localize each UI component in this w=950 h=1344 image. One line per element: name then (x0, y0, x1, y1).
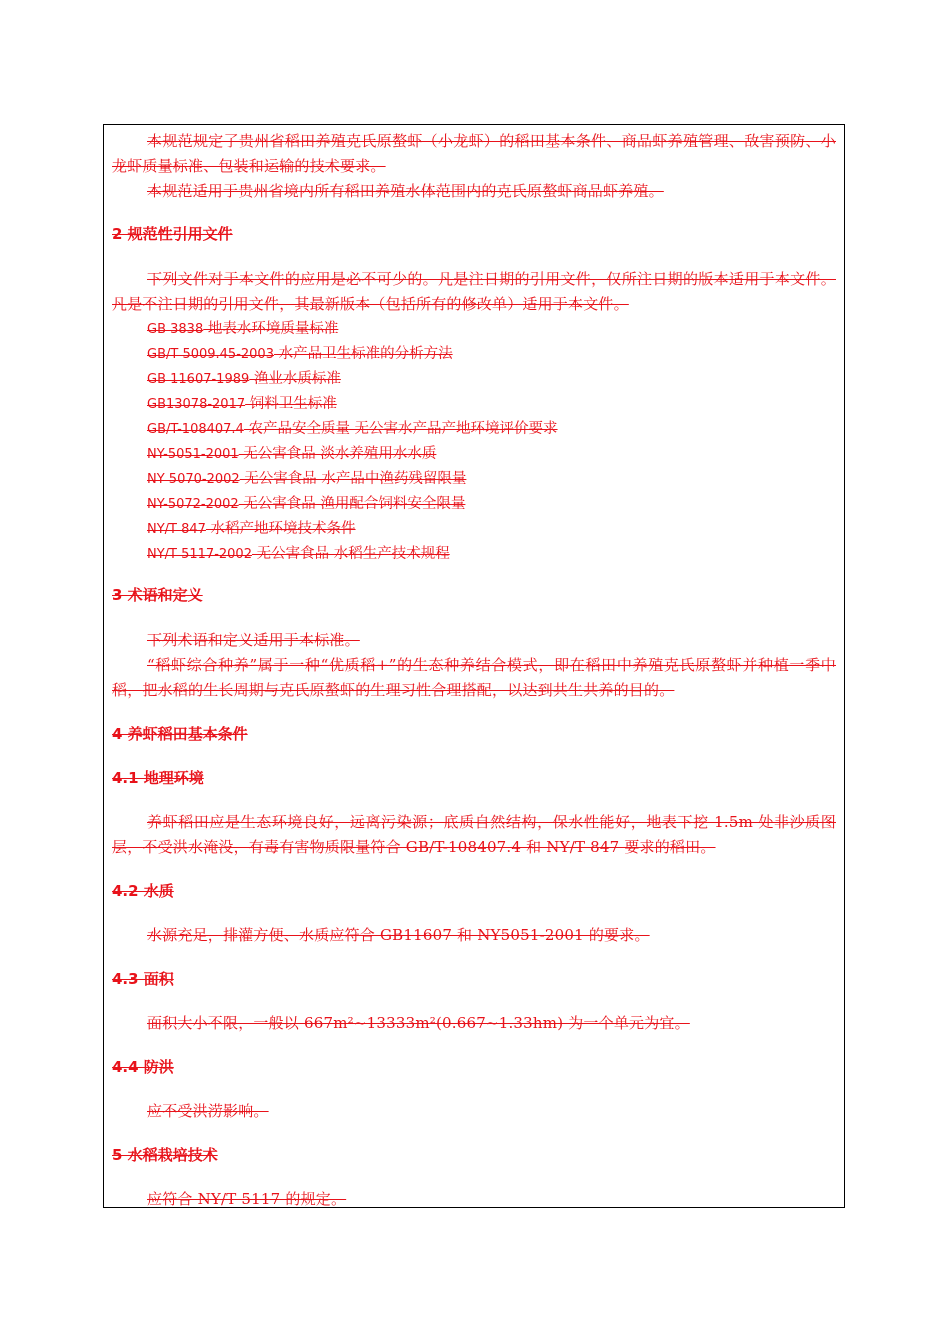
reference-item: NY-5051-2001 无公害食品 淡水养殖用水水质 (147, 446, 437, 462)
reference-item: NY 5070-2002 无公害食品 水产品中渔药残留限量 (147, 471, 467, 487)
section-4-4-heading: 4.4 防洪 (112, 1058, 174, 1076)
intro-applicability-paragraph: 本规范适用于贵州省境内所有稻田养殖水体范围内的克氏原螯虾商品虾养殖。 (147, 182, 664, 200)
section-4-2-heading: 4.2 水质 (112, 882, 174, 900)
intro-scope-paragraph: 本规范规定了贵州省稻田养殖克氏原螯虾（小龙虾）的稻田基本条件、商品虾养殖管理、敌害预防、小龙虾质量标准、包装和运输的技术要求。 (112, 132, 836, 175)
reference-item: GB/T 5009.45-2003 水产品卫生标准的分析方法 (147, 346, 453, 362)
reference-item: GB 3838 地表水环境质量标准 (147, 321, 339, 337)
section-4-2-paragraph: 水源充足，排灌方便、水质应符合 GB11607 和 NY5051-2001 的要求。 (147, 926, 650, 944)
section-4-4-paragraph: 应不受洪涝影响。 (147, 1102, 269, 1120)
reference-item: GB13078-2017 饲料卫生标准 (147, 396, 337, 412)
section-5-paragraph: 应符合 NY/T 5117 的规定。 (147, 1190, 347, 1208)
section-2-paragraph: 下列文件对于本文件的应用是必不可少的。凡是注日期的引用文件，仅所注日期的版本适用于本文件。凡是不注日期的引用文件，其最新版本（包括所有的修改单）适用于本文件。 (112, 270, 836, 313)
reference-item: GB/T-108407.4 农产品安全质量 无公害水产品产地环境评价要求 (147, 421, 558, 437)
section-4-3-heading: 4.3 面积 (112, 970, 174, 988)
document-table-cell (103, 124, 845, 1208)
section-2-heading: 2 规范性引用文件 (112, 225, 233, 243)
reference-item: NY/T 5117-2002 无公害食品 水稻生产技术规程 (147, 546, 450, 562)
section-4-heading: 4 养虾稻田基本条件 (112, 725, 248, 743)
section-5-heading: 5 水稻栽培技术 (112, 1146, 218, 1164)
section-4-1-heading: 4.1 地理环境 (112, 769, 204, 787)
section-3-heading: 3 术语和定义 (112, 586, 203, 604)
section-4-3-paragraph: 面积大小不限，一般以 667m²~13333m²(0.667~1.33hm) 为一个单元为宜。 (147, 1014, 690, 1032)
reference-item: NY-5072-2002 无公害食品 渔用配合饲料安全限量 (147, 496, 466, 512)
section-4-1-paragraph: 养虾稻田应是生态环境良好，远离污染源；底质自然结构，保水性能好，地表下挖 1.5m 处非沙质图层，不受洪水淹没，有毒有害物质限量符合 GB/T-108407.4 和 NY/T 847 要求的稻田。 (112, 813, 836, 856)
section-3-definition: “稻虾综合种养”属于一种“优质稻+”的生态种养结合模式，即在稻田中养殖克氏原螯虾并种植一季中稻，把水稻的生长周期与克氏原螯虾的生理习性合理搭配，以达到共生共养的目的。 (112, 656, 836, 699)
reference-item: NY/T 847 水稻产地环境技术条件 (147, 521, 356, 537)
section-3-intro: 下列术语和定义适用于本标准。 (147, 631, 360, 649)
reference-item: GB 11607-1989 渔业水质标准 (147, 371, 341, 387)
